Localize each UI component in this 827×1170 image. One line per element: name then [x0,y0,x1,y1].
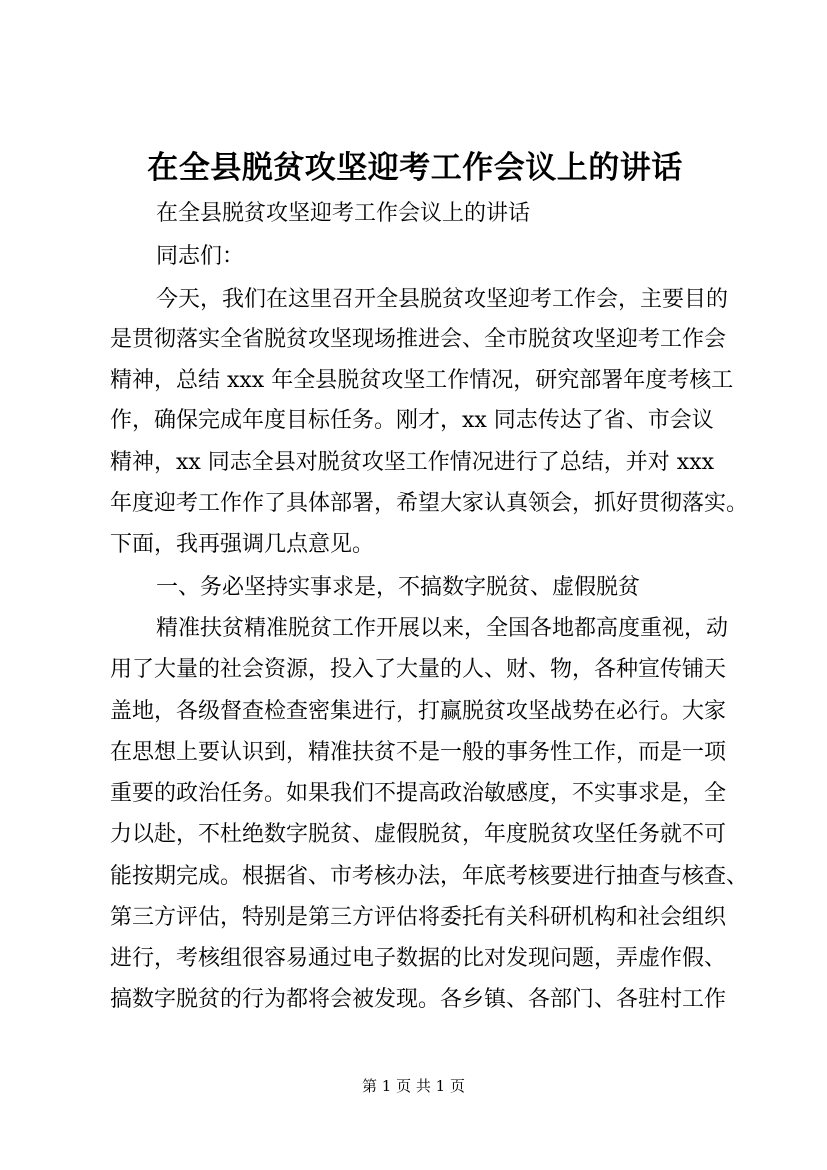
text-line: 作，确保完成年度目标任务。刚才，xx 同志传达了省、市会议 [110,408,714,433]
text-line: 下面，我再强调几点意见。 [110,532,375,557]
text-line: 在思想上要认识到，精准扶贫不是一般的事务性工作，而是一项 [110,740,727,765]
text-line: 用了大量的社会资源，投入了大量的人、财、物，各种宣传铺天 [110,657,727,682]
text-line: 盖地，各级督查检查密集进行，打赢脱贫攻坚战势在必行。大家 [110,699,727,724]
text-line: 力以赴，不杜绝数字脱贫、虚假脱贫，年度脱贫攻坚任务就不可 [110,822,727,847]
text-line: 能按期完成。根据省、市考核办法，年底考核要进行抽查与核查、 [110,864,749,889]
text-line: 今天，我们在这里召开全县脱贫攻坚迎考工作会，主要目的 [156,287,729,312]
text-line: 第三方评估，特别是第三方评估将委托有关科研机构和社会组织 [110,905,727,930]
text-line: 搞数字脱贫的行为都将会被发现。各乡镇、各部门、各驻村工作 [110,987,727,1012]
page-footer: 第 1 页 共 1 页 [362,1077,465,1095]
text-line: 精神，总结 xxx 年全县脱贫攻坚工作情况，研究部署年度考核工 [110,368,734,393]
subtitle-line: 在全县脱贫攻坚迎考工作会议上的讲话 [156,201,531,226]
text-line: 精准扶贫精准脱贫工作开展以来，全国各地都高度重视，动 [156,616,729,641]
text-line: 重要的政治任务。如果我们不提高政治敏感度，不实事求是，全 [110,781,727,806]
text-line: 精神，xx 同志全县对脱贫攻坚工作情况进行了总结，并对 xxx [110,450,715,475]
text-line: 进行，考核组很容易通过电子数据的比对发现问题，弄虚作假、 [110,946,727,971]
text-line: 是贯彻落实全省脱贫攻坚现场推进会、全市脱贫攻坚迎考工作会 [110,327,727,352]
document-title: 在全县脱贫攻坚迎考工作会议上的讲话 [147,150,683,186]
section-heading: 一、务必坚持实事求是，不搞数字脱贫、虚假脱贫 [156,575,641,600]
text-line: 年度迎考工作作了具体部署，希望大家认真领会，抓好贯彻落实。 [110,491,749,516]
salutation-line: 同志们： [156,244,245,269]
